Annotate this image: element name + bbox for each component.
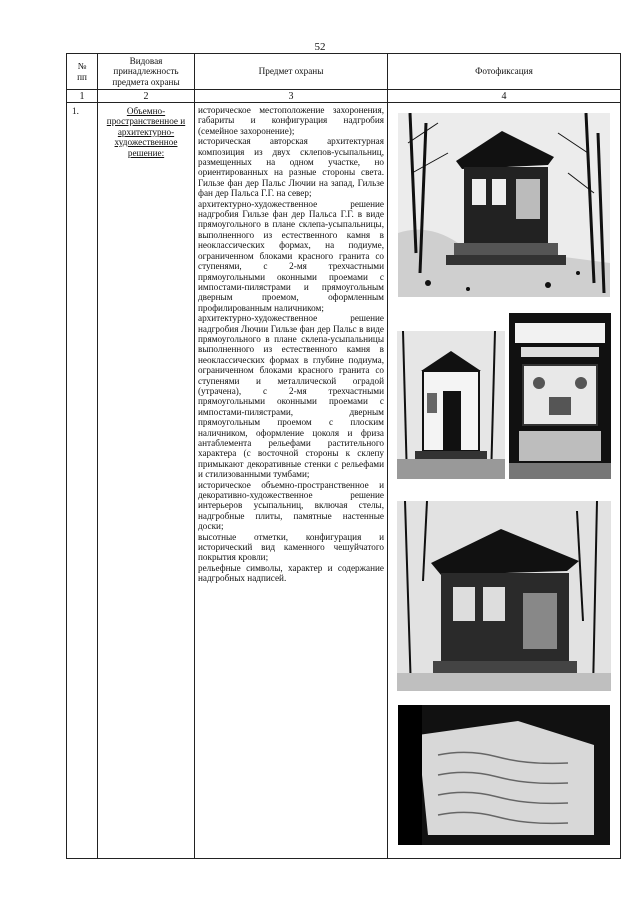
column-number: 2 (98, 90, 195, 103)
description-item: историческое местоположение захоронения, габариты и конфигурация надгробия (семейное захоронение); (198, 105, 384, 136)
photo-column (388, 103, 621, 859)
header-num: № пп (67, 54, 98, 90)
description-item: архитектурно-художественное решение надгробия Лючии Гильзе фан дер Пальс в виде прямоугольного в плане склепа-усыпальницы выполненного из естественного камня в неоклассических формах в глубине подиума, ограниченном блоками красного гранита со ступенями и металлической оградой (утрачена), с 2-мя трехчастными прямоугольными оконными проемами с импостами-пилястрами, дверным прямоугольным проемом с плоским наличником, оформление цоколя и фриза антаблемента рельефами растительного характера (с восточной стороны к склепу примыкают декоративные стенки с рельефами и стилизованными тумбами; (198, 313, 384, 480)
column-number: 3 (195, 90, 388, 103)
description-item: рельефные символы, характер и содержание надгробных надписей. (198, 562, 384, 584)
header-kind: Видовая принадлежность предмета охраны (98, 54, 195, 90)
crypt-photo-2-group (397, 313, 611, 483)
crypt-photo-1 (398, 113, 610, 297)
description-item: историческая авторская архитектурная композиция из двух склепов-усыпальниц, размещенных на одном участке, но ориентированных на разные стороны света. Гильзе фан дер Пальс Лючии на запад, Гильзе фан дер Пальса Г.Г. на север; (198, 136, 384, 199)
description-item: архитектурно-художественное решение надгробия Гильзе фан дер Пальса Г.Г. в виде прямоугольного в плане склепа-усыпальницы, выполненного из естественного камня в неоклассических формах, на подиуме, ограниченном блоками красного гранита со ступенями, с 2-мя трехчастными прямоугольными оконными проемами с импостами-пилястрами и прямоугольным дверным проемом, оформленным профилированным наличником; (198, 198, 384, 313)
column-number: 4 (388, 90, 621, 103)
column-number-row (67, 90, 621, 103)
page-number: 52 (314, 41, 326, 53)
column-number: 1 (67, 90, 98, 103)
header-photo: Фотофиксация (388, 54, 621, 90)
crypt-photo-4 (397, 501, 611, 691)
description-item: историческое объемно-пространственное и декоративно-художественное решение интерьеров усыпальниц, включая стелы, надгробные плиты, памятные настенные доски; (198, 479, 384, 532)
description-item: высотные отметки, конфигурация и исторический вид каменного чешуйчатого покрытия кровли; (198, 531, 384, 563)
row-index: 1. (67, 103, 98, 859)
crypt-photo-5 (398, 705, 610, 845)
row-description (195, 103, 388, 859)
row-kind-text: Объемно-пространственное и архитектурно-художественное решение: (106, 106, 186, 158)
table-header-row (67, 54, 621, 90)
crypt-photo-2 (397, 331, 505, 479)
row-kind (98, 103, 195, 859)
crypt-photo-3 (509, 313, 611, 479)
protection-subject-table (66, 53, 621, 859)
header-subject: Предмет охраны (195, 54, 388, 90)
table-row (67, 103, 621, 859)
